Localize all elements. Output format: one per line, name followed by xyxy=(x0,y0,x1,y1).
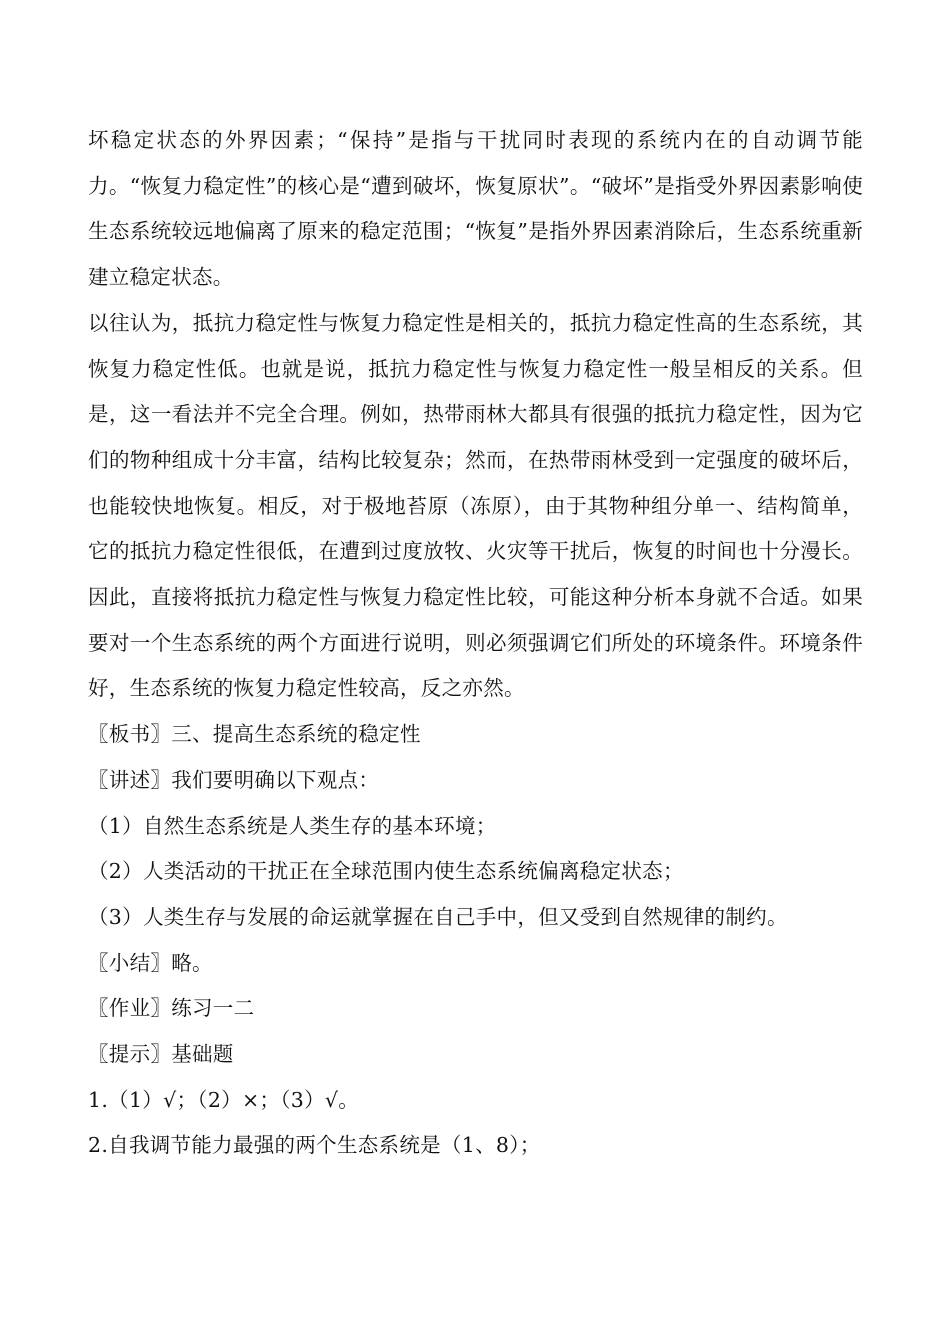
answer-2-line: 2.自我调节能力最强的两个生态系统是（1、8）； xyxy=(88,1133,541,1158)
answer-1-line: 1.（1）√；（2）×；（3）√。 xyxy=(88,1087,360,1112)
paragraph-resistance-vs-resilience: 以往认为，抵抗力稳定性与恢复力稳定性是相关的，抵抗力稳定性高的生态系统，其恢复力稳定性低。也就是说，抵抗力稳定性与恢复力稳定性一般呈相反的关系。但是，这一看法并不完全合理。例如，热带雨林大都具有很强的抵抗力稳定性，因为它们的物种组成十分丰富，结构比较复杂；然而，在热带雨林受到一定强度的破坏后，也能较快地恢复。相反，对于极地苔原（冻原），由于其物种组分单一、结构简单，它的抵抗力稳定性很低，在遭到过度放牧、火灾等干扰后，恢复的时间也十分漫长。因此，直接将抵抗力稳定性与恢复力稳定性比较，可能这种分析本身就不合适。如果要对一个生态系统的两个方面进行说明，则必须强调它们所处的环境条件。环境条件好，生态系统的恢复力稳定性较高，反之亦然。 xyxy=(88,310,863,701)
lecture-intro-line: 〖讲述〗我们要明确以下观点： xyxy=(88,767,380,792)
point-3-line: （3）人类生存与发展的命运就掌握在自己手中，但又受到自然规律的制约。 xyxy=(88,904,788,929)
hint-line: 〖提示〗基础题 xyxy=(88,1042,234,1067)
homework-line: 〖作业〗练习一二 xyxy=(88,996,255,1021)
point-1-line: （1）自然生态系统是人类生存的基本环境； xyxy=(88,813,497,838)
document-page xyxy=(88,118,863,1169)
paragraph-stability-definition: 坏稳定状态的外界因素；“保持”是指与干扰同时表现的系统内在的自动调节能力。“恢复力稳定性”的核心是“遭到破坏，恢复原状”。“破坏”是指受外界因素影响使生态系统较远地偏离了原来的稳定范围；“恢复”是指外界因素消除后，生态系统重新建立稳定状态。 xyxy=(88,128,863,290)
summary-line: 〖小结〗略。 xyxy=(88,950,213,975)
board-heading-line: 〖板书〗三、提高生态系统的稳定性 xyxy=(88,722,421,747)
point-2-line: （2）人类活动的干扰正在全球范围内使生态系统偏离稳定状态； xyxy=(88,859,684,884)
